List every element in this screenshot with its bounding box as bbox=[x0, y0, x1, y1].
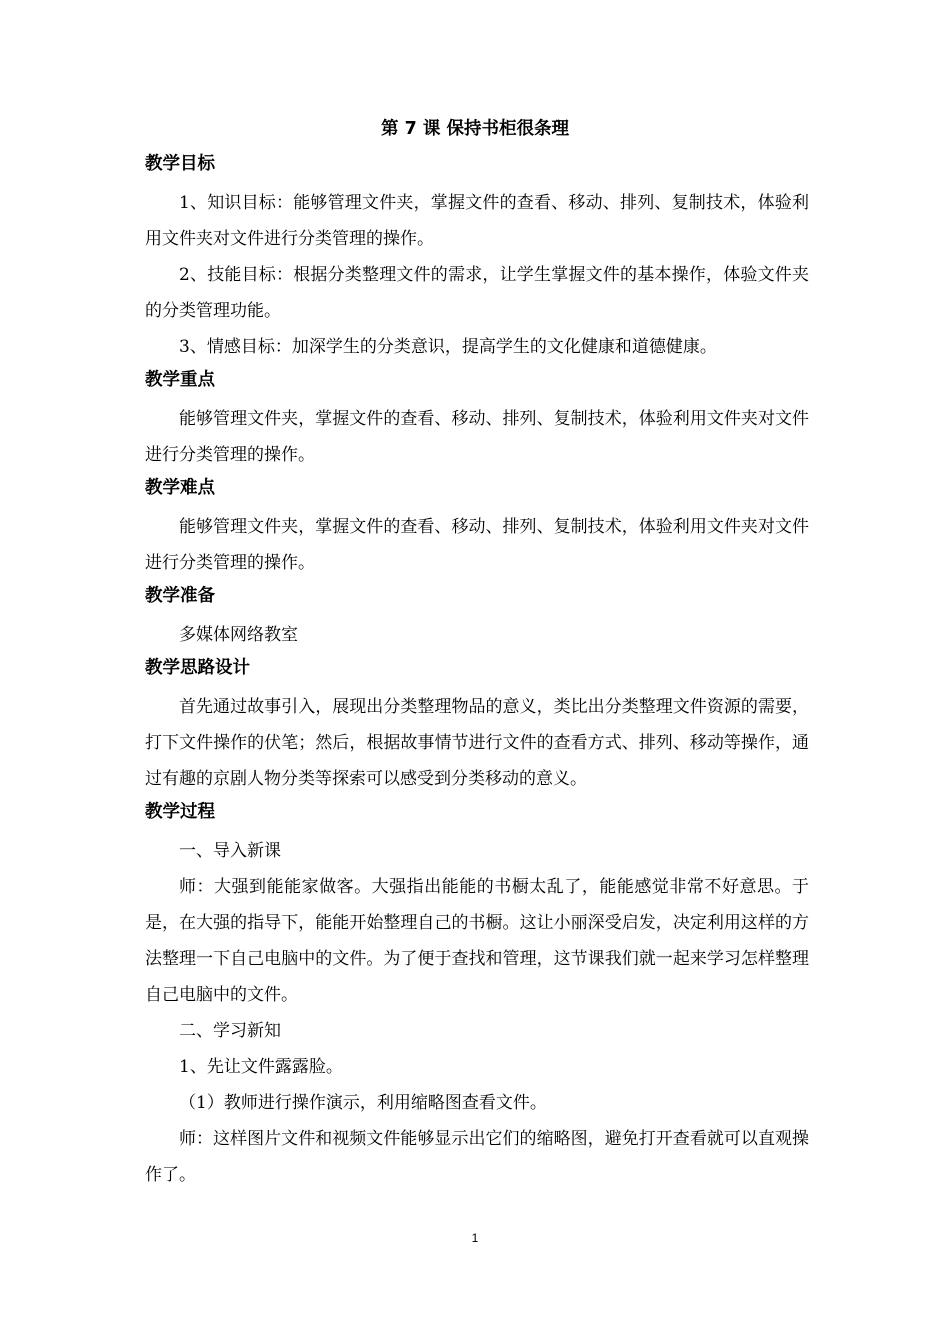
section-heading-process: 教学过程 bbox=[145, 802, 215, 822]
section-heading-difficulties: 教学难点 bbox=[145, 478, 215, 498]
design-text: 首先通过故事引入，展现出分类整理物品的意义，类比出分类整理文件资源的需要，打下文件操作的伏笔；然后，根据故事情节进行文件的查看方式、排列、移动等操作，通过有趣的京剧人物分类等探索可以感受到分类移动的意义。 bbox=[145, 697, 809, 789]
difficulties-text: 能够管理文件夹，掌握文件的查看、移动、排列、复制技术，体验利用文件夹对文件进行分类管理的操作。 bbox=[145, 517, 809, 573]
section-heading-preparation: 教学准备 bbox=[145, 586, 215, 606]
process-step-intro: 一、导入新课 bbox=[179, 841, 281, 861]
section-heading-design: 教学思路设计 bbox=[145, 658, 250, 678]
section-heading-objectives: 教学目标 bbox=[145, 154, 215, 174]
objective-skill: 2、技能目标：根据分类整理文件的需求，让学生掌握文件的基本操作，体验文件夹的分类管理功能。 bbox=[145, 265, 809, 321]
document-body bbox=[145, 151, 809, 1193]
preparation-text: 多媒体网络教室 bbox=[179, 625, 298, 645]
process-substep-1-1: （1）教师进行操作演示，利用缩略图查看文件。 bbox=[179, 1093, 547, 1113]
section-heading-key-points: 教学重点 bbox=[145, 370, 215, 390]
process-substep-1: 1、先让文件露露脸。 bbox=[179, 1057, 343, 1077]
objective-emotion: 3、情感目标：加深学生的分类意识，提高学生的文化健康和道德健康。 bbox=[179, 337, 717, 357]
key-points-text: 能够管理文件夹，掌握文件的查看、移动、排列、复制技术，体验利用文件夹对文件进行分类管理的操作。 bbox=[145, 409, 809, 465]
objective-knowledge: 1、知识目标：能够管理文件夹，掌握文件的查看、移动、排列、复制技术，体验利用文件夹对文件进行分类管理的操作。 bbox=[145, 193, 809, 249]
lesson-title: 第 7 课 保持书柜很条理 bbox=[381, 119, 569, 139]
process-intro-text: 师：大强到能能家做客。大强指出能能的书橱太乱了，能能感觉非常不好意思。于是，在大强的指导下，能能开始整理自己的书橱。这让小丽深受启发，决定利用这样的方法整理一下自己电脑中的文件。为了便于查找和管理，这节课我们就一起来学习怎样整理自己电脑中的文件。 bbox=[145, 877, 809, 1005]
process-teacher-note: 师：这样图片文件和视频文件能够显示出它们的缩略图，避免打开查看就可以直观操作了。 bbox=[145, 1129, 809, 1185]
process-step-new-knowledge: 二、学习新知 bbox=[179, 1021, 281, 1041]
page-number: 1 bbox=[471, 1231, 479, 1245]
